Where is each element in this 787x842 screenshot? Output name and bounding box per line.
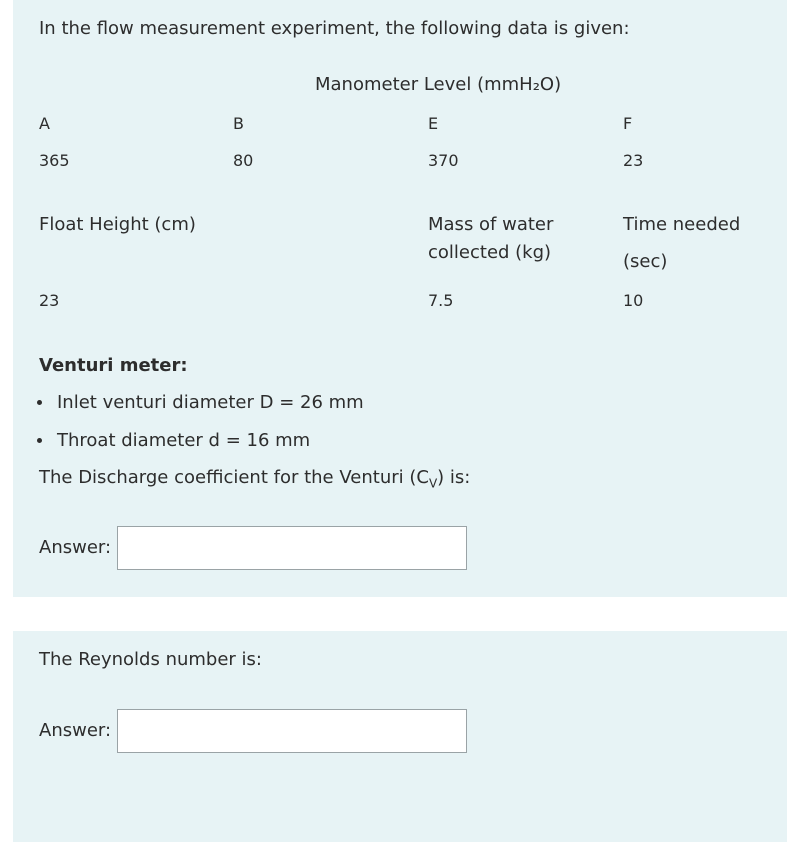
manometer-caption: Manometer Level (mmH₂O) xyxy=(315,74,562,95)
manometer-header-e: E xyxy=(428,114,439,133)
venturi-heading: Venturi meter: xyxy=(39,355,188,376)
manometer-header-a: A xyxy=(39,114,50,133)
mass-header-line1: Mass of water xyxy=(428,214,554,235)
manometer-header-b: B xyxy=(233,114,244,133)
reynolds-prompt: The Reynolds number is: xyxy=(39,649,262,670)
answer-input-1[interactable] xyxy=(117,526,467,570)
mass-value: 7.5 xyxy=(428,291,454,310)
time-value: 10 xyxy=(623,291,644,310)
answer-label-2: Answer: xyxy=(39,720,112,741)
discharge-coefficient-prompt: The Discharge coefficient for the Venturi $(C_V)$ is: xyxy=(39,467,471,491)
bullet-icon xyxy=(37,400,42,405)
time-header-line1: Time needed xyxy=(623,214,741,235)
answer-label-1: Answer: xyxy=(39,537,112,558)
question-intro: In the flow measurement experiment, the following data is given: xyxy=(39,18,630,39)
mass-header-line2: collected (kg) xyxy=(428,242,552,263)
throat-diameter-item: Throat diameter d = 16 mm xyxy=(57,430,311,451)
manometer-value-b: 80 xyxy=(233,151,254,170)
time-header-line2: (sec) xyxy=(623,251,668,272)
float-height-value: 23 xyxy=(39,291,60,310)
float-height-header: Float Height (cm) xyxy=(39,214,196,235)
manometer-value-a: 365 xyxy=(39,151,70,170)
manometer-value-e: 370 xyxy=(428,151,459,170)
manometer-value-f: 23 xyxy=(623,151,644,170)
manometer-header-f: F xyxy=(623,114,633,133)
answer-input-2[interactable] xyxy=(117,709,467,753)
inlet-diameter-item: Inlet venturi diameter D = 26 mm xyxy=(57,392,364,413)
bullet-icon xyxy=(37,438,42,443)
